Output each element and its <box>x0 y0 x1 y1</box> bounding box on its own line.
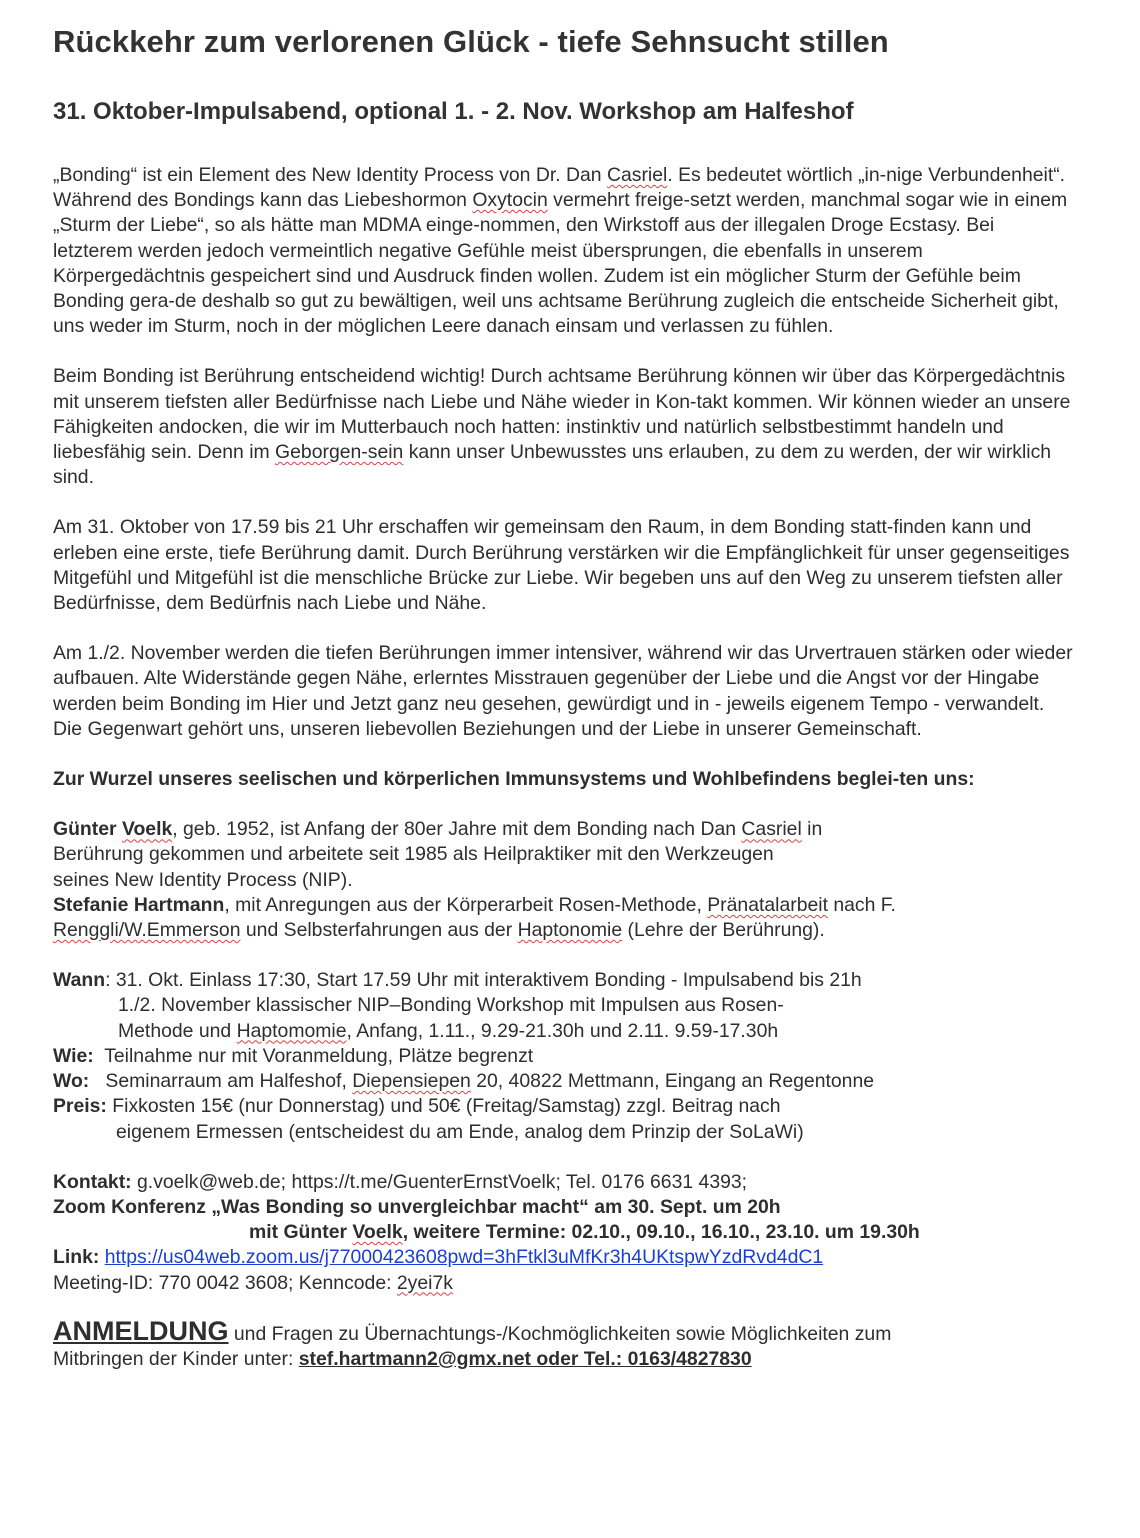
registration-contact[interactable]: stef.hartmann2@gmx.net oder Tel.: 0163/4827830 <box>298 1347 752 1370</box>
spellcheck-word: Geborgen-sein <box>275 441 404 464</box>
wo-line: Wo: Seminarraum am Halfeshof, Diepensiepen 20, 40822 Mettmann, Eingang an Regentonne <box>53 1070 875 1093</box>
spellcheck-word: Casriel <box>606 164 668 186</box>
spellcheck-word: Oxytocin <box>472 189 548 212</box>
wie-line: Wie: Teilnahme nur mit Voranmeldung, Plätze begrenzt <box>53 1044 534 1067</box>
guenter-line-3: seines New Identity Process (NIP). <box>53 868 353 891</box>
wann-line: Wann: 31. Okt. Einlass 17:30, Start 17.59 Uhr mit interaktivem Bonding - Impulsabend bis 21h <box>53 969 862 992</box>
team-section <box>53 817 1073 943</box>
wann-line-3: Methode und Haptomomie, Anfang, 1.11., 9.29-21.30h und 2.11. 9.59-17.30h <box>118 1019 779 1042</box>
paragraph-bonding-intro: „Bonding“ ist ein Element des New Identity Process von Dr. Dan Casriel. Es bedeutet wörtlich „in-nige Verbundenheit“. Während des Bondings kann das Liebeshormon Oxytocin vermehrt freige-setzt werden, manchmal sogar wie in einem „Sturm der Liebe“, so als hätte man MDMA einge-nommen, den Wirkstoff aus der illegalen Droge Ecstasy. Bei letzterem werden jedoch vermeintlich negative Gefühle meist übersprungen, die ebenfalls in unserem Körpergedächtnis gespeichert sind und Ausdruck finden wollen. Zudem ist ein möglicher Sturm der Gefühle beim Bonding gera-de deshalb so gut zu bewältigen, weil uns achtsame Berührung zugleich die entscheide Sicherheit gibt, uns weder im Sturm, noch in der möglichen Leere danach einsam und verlassen zu fühlen. <box>53 164 1068 338</box>
stefanie-line-1: Stefanie Hartmann, mit Anregungen aus der Körperarbeit Rosen-Methode, Pränatalarbeit nach F. <box>53 893 896 916</box>
link-line: Link: https://us04web.zoom.us/j77000423608pwd=3hFtkl3uMfKr3h4UKtspwYzdRvd4dC1 <box>53 1246 824 1269</box>
zoom-line-1: Zoom Konferenz „Was Bonding so unvergleichbar macht“ am 30. Sept. um 20h <box>53 1195 781 1218</box>
guenter-line-2: Berührung gekommen und arbeitete seit 1985 als Heilpraktiker mit den Werkzeugen <box>53 843 774 866</box>
preis-line-2: eigenem Ermessen (entscheidest du am Ende, analog dem Prinzip der SoLaWi) <box>116 1120 804 1143</box>
paragraph-touch: Beim Bonding ist Berührung entscheidend wichtig! Durch achtsame Berührung können wir über das Körpergedächtnis mit unserem tiefsten aller Bedürfnisse nach Liebe und Nähe wieder in Kon-takt kommen. Wir können wieder an unsere Fähigkeiten andocken, die wir im Mutterbauch noch hatten: instinktiv und natürlich selbstbestimmt handeln und liebesfähig sein. Denn im Geborgen-sein kann unser Unbewusstes uns erlauben, zu dem zu werden, der wir wirklich sind. <box>53 365 1071 489</box>
zoom-line-2: mit Günter Voelk, weitere Termine: 02.10., 09.10., 16.10., 23.10. um 19.30h <box>249 1221 920 1244</box>
registration-line-1: ANMELDUNG und Fragen zu Übernachtungs-/Kochmöglichkeiten sowie Möglichkeiten zum <box>53 1315 892 1346</box>
contact-line: Kontakt: g.voelk@web.de; https://t.me/GuenterErnstVoelk; Tel. 0176 6631 4393; <box>53 1170 748 1193</box>
guenter-line-1: Günter Voelk, geb. 1952, ist Anfang der 80er Jahre mit dem Bonding nach Dan Casriel in <box>53 818 823 841</box>
preis-line: Preis: Fixkosten 15€ (nur Donnerstag) und 50€ (Freitag/Samstag) zzgl. Beitrag nach <box>53 1095 781 1118</box>
paragraph-november: Am 1./2. November werden die tiefen Berührungen immer intensiver, während wir das Urvertrauen stärken oder wieder aufbauen. Alte Widerstände gegen Nähe, erlerntes Misstrauen gegenüber der Liebe und die Angst vor der Hingabe werden beim Bonding im Hier und Jetzt ganz neu gesehen, gewürdigt und in - jeweils eigenem Tempo - verwandelt. Die Gegenwart gehört uns, unseren liebevollen Beziehungen und der Liebe in unserer Gemeinschaft. <box>53 642 1073 740</box>
event-details <box>53 968 1073 1144</box>
stefanie-line-2: Renggli/W.Emmerson und Selbsterfahrungen aus der Haptonomie (Lehre der Berührung). <box>53 919 825 942</box>
wann-line-2: 1./2. November klassischer NIP–Bonding Workshop mit Impulsen aus Rosen- <box>118 994 784 1017</box>
zoom-link[interactable]: https://us04web.zoom.us/j77000423608pwd=3hFtkl3uMfKr3h4UKtspwYzdRvd4dC1 <box>104 1246 824 1269</box>
document-body <box>53 163 1073 1372</box>
heading-team: Zur Wurzel unseres seelischen und körperlichen Immunsystems und Wohlbefindens beglei-ten uns: <box>53 768 975 791</box>
registration-section <box>53 1315 1073 1372</box>
page-title: Rückkehr zum verlorenen Glück - tiefe Sehnsucht stillen <box>53 24 889 59</box>
paragraph-october: Am 31. Oktober von 17.59 bis 21 Uhr erschaffen wir gemeinsam den Raum, in dem Bonding statt-finden kann und erleben eine erste, tiefe Berührung damit. Durch Berührung verstärken wir die Empfänglichkeit für unser gegenseitiges Mitgefühl und Mitgefühl ist die menschliche Brücke zur Liebe. Wir begeben uns auf den Weg zu unserem tiefsten aller Bedürfnisse, dem Bedürfnis nach Liebe und Nähe. <box>53 516 1070 615</box>
registration-line-2: Mitbringen der Kinder unter: stef.hartmann2@gmx.net oder Tel.: 0163/4827830 <box>53 1347 752 1370</box>
contact-section <box>53 1170 1073 1296</box>
registration-heading: ANMELDUNG <box>53 1315 229 1346</box>
meeting-line: Meeting-ID: 770 0042 3608; Kenncode: 2yei7k <box>53 1271 453 1294</box>
page-subtitle: 31. Oktober-Impulsabend, optional 1. - 2. Nov. Workshop am Halfeshof <box>53 98 854 125</box>
